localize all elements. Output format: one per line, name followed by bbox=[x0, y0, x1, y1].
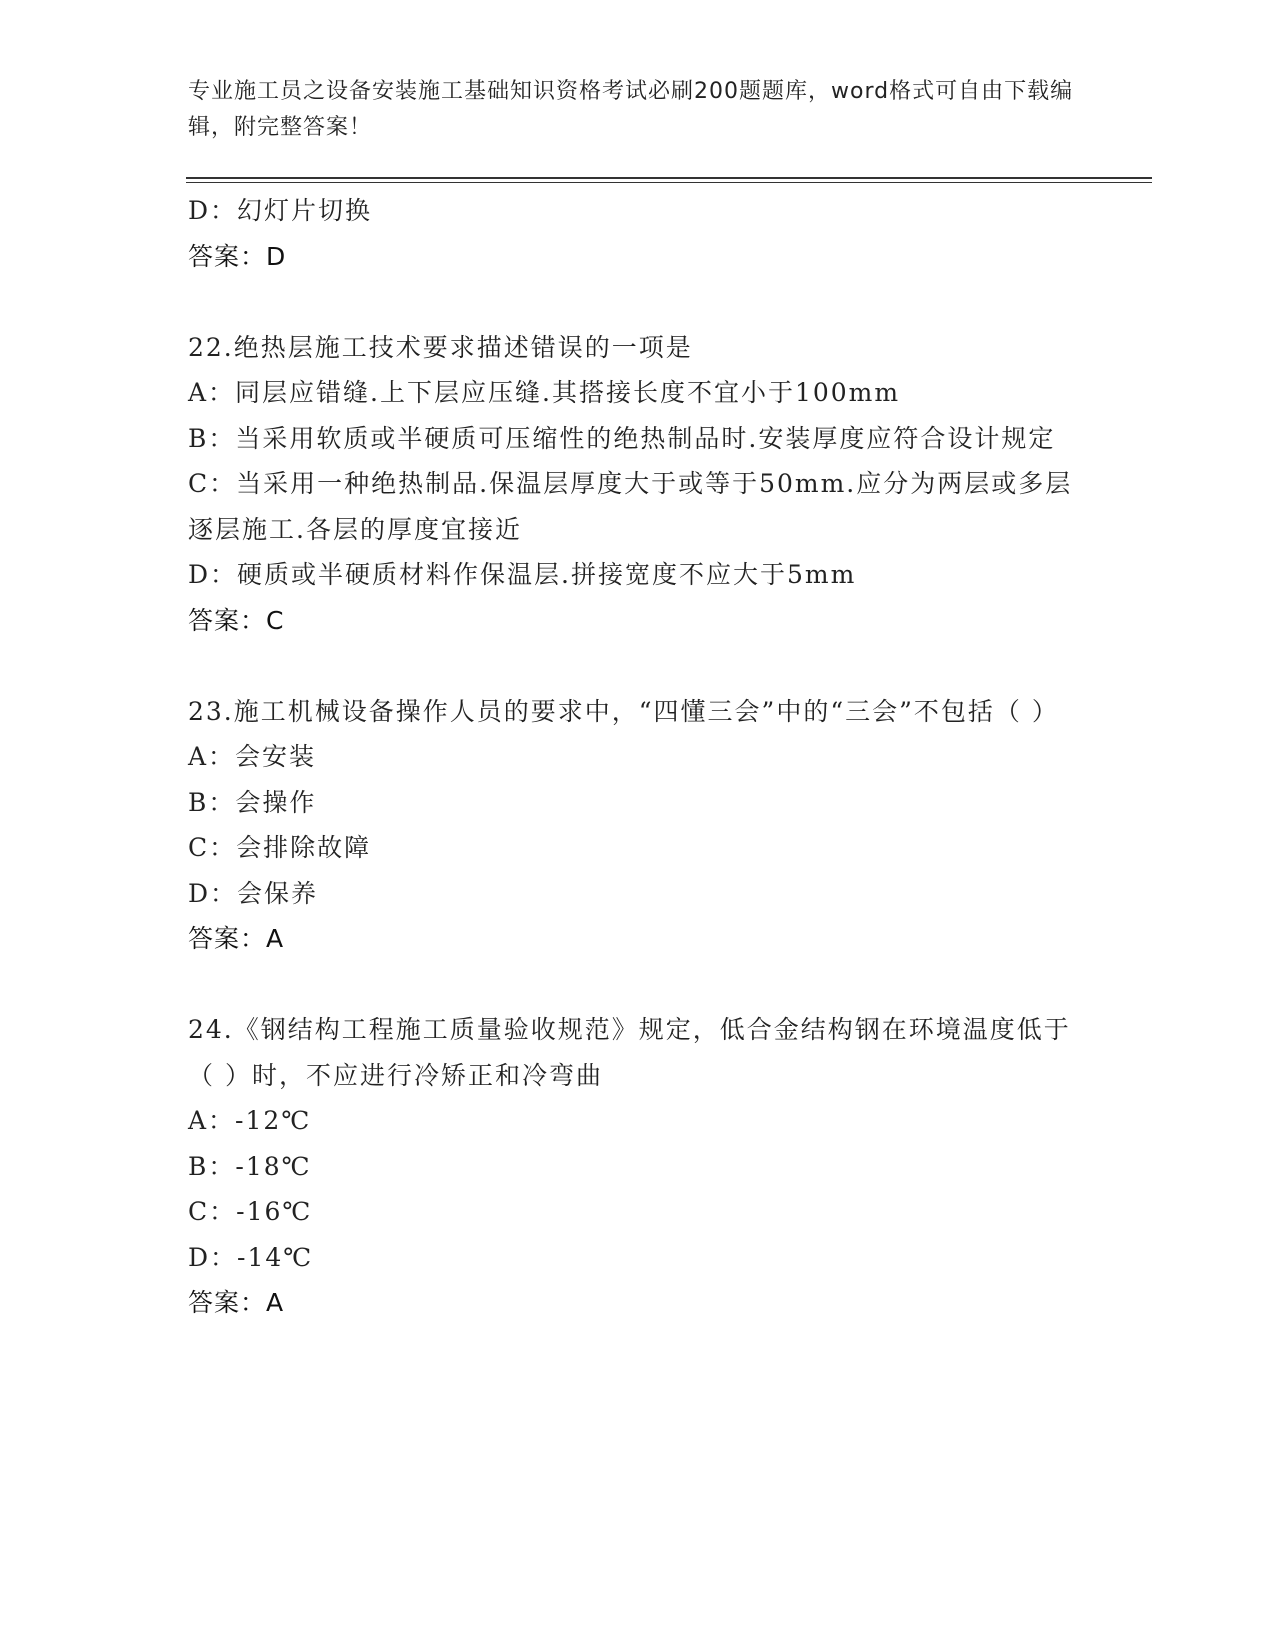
answer-line: 答案：D bbox=[188, 241, 287, 271]
answer-line: 答案：C bbox=[188, 605, 285, 635]
spacer bbox=[188, 279, 1088, 325]
answer-line: 答案：A bbox=[188, 1288, 285, 1317]
option-c: C：-16℃ bbox=[188, 1197, 313, 1226]
previous-question-tail bbox=[188, 188, 1088, 279]
option-a: A：同层应错缝.上下层应压缝.其搭接长度不宜小于100mm bbox=[188, 378, 901, 407]
question-text: 24.《钢结构工程施工质量验收规范》规定，低合金结构钢在环境温度低于（ ）时，不应进行冷矫正和冷弯曲 bbox=[188, 1015, 1071, 1090]
question-text: 22.绝热层施工技术要求描述错误的一项是 bbox=[188, 332, 693, 362]
option-d: D：硬质或半硬质材料作保温层.拼接宽度不应大于5mm bbox=[188, 560, 857, 589]
option-b: B：-18℃ bbox=[188, 1151, 312, 1181]
option-c: C：当采用一种绝热制品.保温层厚度大于或等于50mm.应分为两层或多层逐层施工.各层的厚度宜接近 bbox=[188, 469, 1073, 544]
option-a: A：-12℃ bbox=[188, 1106, 312, 1135]
header-divider-thin bbox=[186, 182, 1152, 183]
answer-line: 答案：A bbox=[188, 924, 285, 953]
option-c: C：会排除故障 bbox=[188, 833, 372, 862]
question-text: 23.施工机械设备操作人员的要求中，“四懂三会”中的“三会”不包括（ ） bbox=[188, 696, 1059, 726]
option-a: A：会安装 bbox=[188, 742, 317, 771]
spacer bbox=[188, 643, 1088, 689]
option-d: D：-14℃ bbox=[188, 1242, 314, 1272]
spacer bbox=[188, 962, 1088, 1008]
header-divider-thick bbox=[186, 177, 1152, 179]
document-body bbox=[188, 188, 1088, 1326]
option-b: B：会操作 bbox=[188, 787, 317, 817]
option-b: B：当采用软质或半硬质可压缩性的绝热制品时.安装厚度应符合设计规定 bbox=[188, 423, 1056, 453]
option-d: D：幻灯片切换 bbox=[188, 196, 373, 225]
question-24 bbox=[188, 1007, 1088, 1326]
question-22 bbox=[188, 325, 1088, 644]
question-23 bbox=[188, 689, 1088, 962]
option-d: D：会保养 bbox=[188, 878, 319, 908]
page-header: 专业施工员之设备安装施工基础知识资格考试必刷200题题库，word格式可自由下载编辑，附完整答案！ bbox=[188, 79, 1074, 140]
